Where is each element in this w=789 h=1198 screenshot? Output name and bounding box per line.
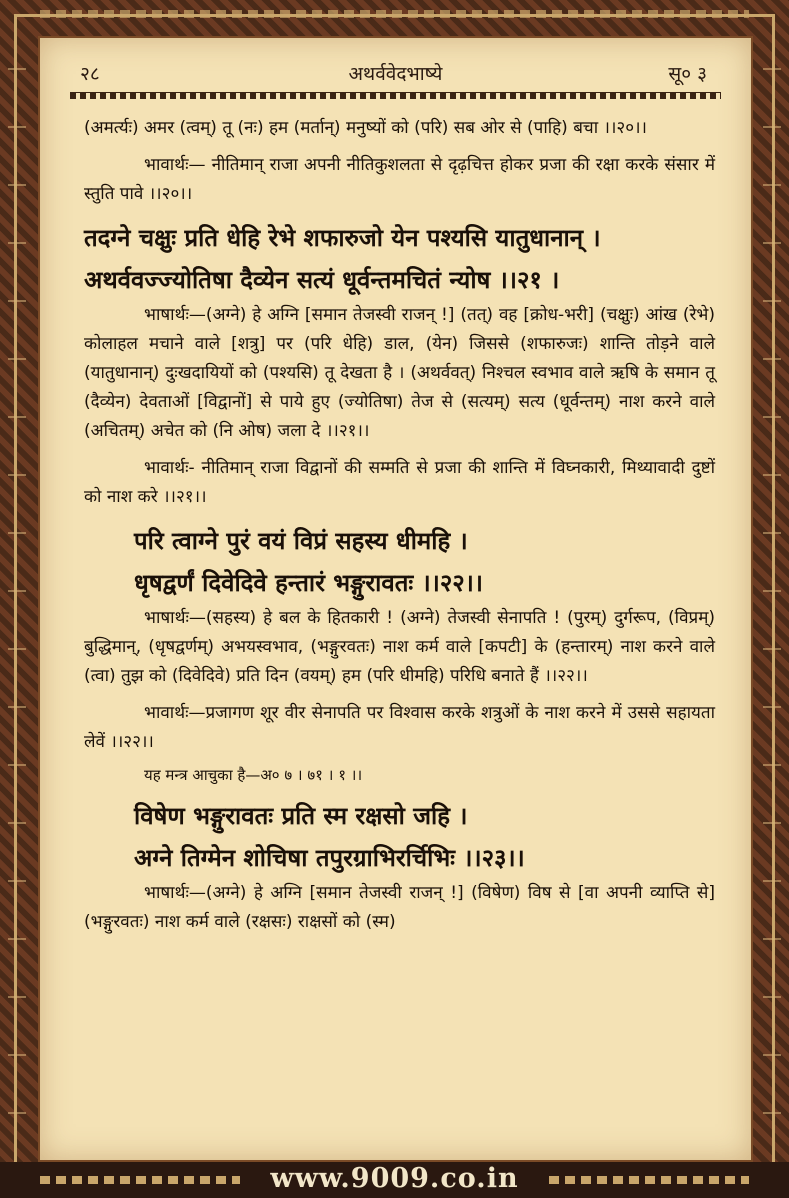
commentary-paragraph: भावार्थः— नीतिमान् राजा अपनी नीतिकुशलता से दृढ़चित्त होकर प्रजा की रक्षा करके संसार में स्तुति पावे ।।२०।। — [84, 155, 715, 204]
mantra-verse: तदग्ने चक्षुः प्रति धेहि रेभे शफारुजो येन पश्यसि यातुधानान् । — [84, 224, 601, 252]
header-divider — [70, 92, 721, 99]
commentary-paragraph: भावार्थः—प्रजागण शूर वीर सेनापति पर विश्वास करके शत्रुओं के नाश करने में उससे सहायता लेवें ।।२२।। — [84, 703, 715, 752]
top-ornament — [40, 10, 749, 18]
right-scroll-ornament — [763, 40, 781, 1138]
commentary-paragraph: भाषार्थः—(अग्ने) हे अग्नि [समान तेजस्वी राजन् !] (विषेण) विष से [वा अपनी व्याप्ति से] (भङ्गुरवतः) नाश कर्म वाले (रक्षसः) राक्षसों को (स्म) — [84, 883, 715, 932]
mantra-verse: धृषद्वर्णं दिवेदिवे हन्तारं भङ्गुरावतः ।।२२।। — [134, 569, 483, 597]
mantra-verse: विषेण भङ्गुरावतः प्रति स्म रक्षसो जहि । — [134, 802, 468, 830]
website-url[interactable]: www.9009.co.in — [270, 1163, 519, 1194]
commentary-paragraph: (अमर्त्यः) अमर (त्वम्) तू (नः) हम (मर्तान्) मनुष्यों को (परि) सब ओर से (पाहि) बचा ।।२०।। — [84, 118, 647, 138]
commentary-paragraph: भाषार्थः—(अग्ने) हे अग्नि [समान तेजस्वी राजन् !] (तत्) वह [क्रोध-भरी] (चक्षुः) आंख (रेभे) कोलाहल मचाने वाले [शत्रु] पर (परि धेहि) डाल, (येन) जिससे (शफारुजः) शान्ति तोड़ने वाले (यातुधानान्) दुःखदायियों को (पश्यसि) तू देखता है । (अथर्ववत्) निश्चल स्वभाव वाले ऋषि के समान तू (दैव्येन) देवताओं [विद्वानों] से पाये हुए (ज्योतिषा) तेज से (सत्यम्) सत्य (धूर्वन्तम्) नाश करने वाले (अचितम्) अचेत को (नि ओष) जला दे ।।२१।। — [84, 305, 715, 441]
document-page — [38, 36, 753, 1162]
sukta-number: सू० ३ — [668, 63, 707, 85]
page-body — [84, 114, 715, 945]
mantra-verse: अग्ने तिग्मेन शोचिषा तपुरग्राभिरर्चिभिः ।।२३।। — [134, 844, 525, 872]
mantra-verse: परि त्वाग्ने पुरं वयं विप्रं सहस्य धीमहि । — [134, 527, 468, 555]
commentary-paragraph: भाषार्थः—(सहस्य) हे बल के हितकारी ! (अग्ने) तेजस्वी सेनापति ! (पुरम्) दुर्गरूप, (विप्रम्) बुद्धिमान्, (धृषद्वर्णम्) अभयस्वभाव, (भङ्गुरवतः) नाश कर्म वाले [कपटी] के (हन्तारम्) नाश करने वाले (त्वा) तुझ को (दिवेदिवे) प्रति दिन (वयम्) हम (परि धीमहि) परिधि बनाते हैं ।।२२।। — [84, 608, 715, 686]
page-header — [40, 56, 751, 90]
left-scroll-ornament — [8, 40, 26, 1138]
book-title: अथर्ववेदभाष्ये — [348, 63, 443, 85]
mantra-verse: अथर्ववज्ज्योतिषा दैव्येन सत्यं धूर्वन्तमचितं न्योष ।।२१ । — [84, 266, 560, 294]
reference-note: यह मन्त्र आचुका है—अ० ७ । ७१ । १ ।। — [144, 766, 363, 784]
page-number: २८ — [80, 63, 100, 85]
commentary-paragraph: भावार्थः- नीतिमान् राजा विद्वानों की सम्मति से प्रजा की शान्ति में विघ्नकारी, मिथ्यावादी दुष्टों को नाश करे ।।२१।। — [84, 458, 715, 507]
